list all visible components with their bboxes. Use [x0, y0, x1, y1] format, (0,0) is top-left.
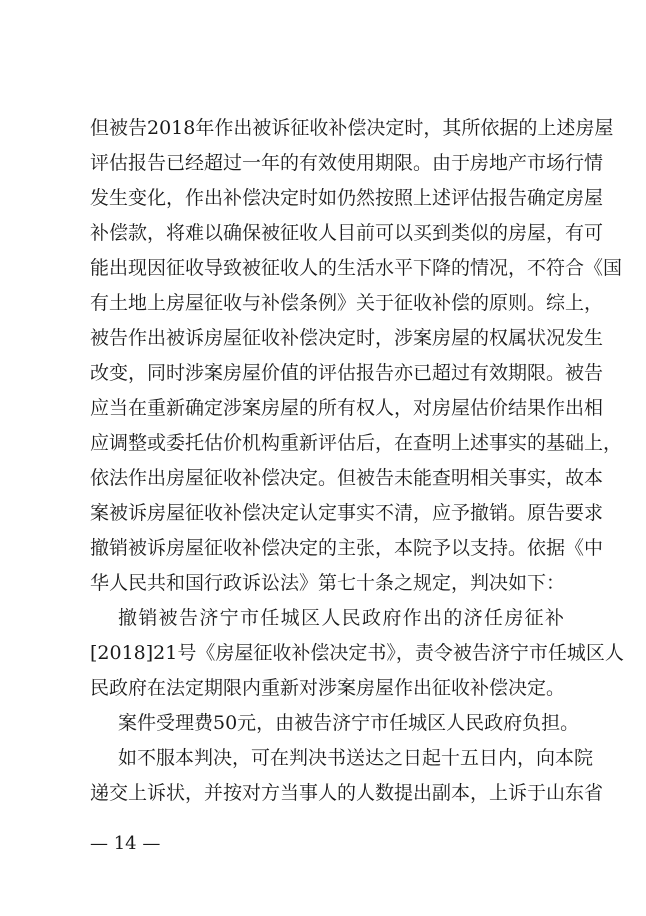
- paragraph-line: 依法作出房屋征收补偿决定。但被告未能查明相关事实，故本: [90, 467, 604, 489]
- paragraph-line: 补偿款，将难以确保被征收人目前可以买到类似的房屋，有可: [90, 222, 604, 244]
- paragraph-line: 有土地上房屋征收与补偿条例》关于征收补偿的原则。综上，: [90, 292, 604, 314]
- appeal-line: 递交上诉状，并按对方当事人的人数提出副本，上诉于山东省: [90, 782, 604, 804]
- paragraph-line: 应当在重新确定涉案房屋的所有权人，对房屋估价结果作出相: [90, 397, 604, 419]
- page-number: — 14 —: [90, 833, 161, 854]
- paragraph-line: 撤销被诉房屋征收补偿决定的主张，本院予以支持。依据《中: [90, 537, 604, 559]
- paragraph-line: 华人民共和国行政诉讼法》第七十条之规定，判决如下：: [90, 572, 566, 594]
- paragraph-line: 但被告2018年作出被诉征收补偿决定时，其所依据的上述房屋: [90, 117, 614, 139]
- judgment-line: 民政府在法定期限内重新对涉案房屋作出征收补偿决定。: [90, 677, 566, 699]
- appeal-line: 如不服本判决，可在判决书送达之日起十五日内，向本院: [118, 747, 594, 769]
- paragraph-line: 改变，同时涉案房屋价值的评估报告亦已超过有效期限。被告: [90, 362, 604, 384]
- paragraph-line: 案被诉房屋征收补偿决定认定事实不清，应予撤销。原告要求: [90, 502, 604, 524]
- paragraph-line: 发生变化，作出补偿决定时如仍然按照上述评估报告确定房屋: [90, 187, 604, 209]
- court-fee-line: 案件受理费50元，由被告济宁市任城区人民政府负担。: [118, 712, 580, 734]
- paragraph-line: 应调整或委托估价机构重新评估后，在查明上述事实的基础上，: [90, 432, 623, 454]
- paragraph-line: 评估报告已经超过一年的有效使用期限。由于房地产市场行情: [90, 152, 604, 174]
- judgment-line: 撤销被告济宁市任城区人民政府作出的济任房征补: [118, 607, 564, 629]
- paragraph-line: 被告作出被诉房屋征收补偿决定时，涉案房屋的权属状况发生: [90, 327, 604, 349]
- paragraph-line: 能出现因征收导致被征收人的生活水平下降的情况，不符合《国: [90, 257, 623, 279]
- judgment-line: [2018]21号《房屋征收补偿决定书》，责令被告济宁市任城区人: [90, 642, 624, 664]
